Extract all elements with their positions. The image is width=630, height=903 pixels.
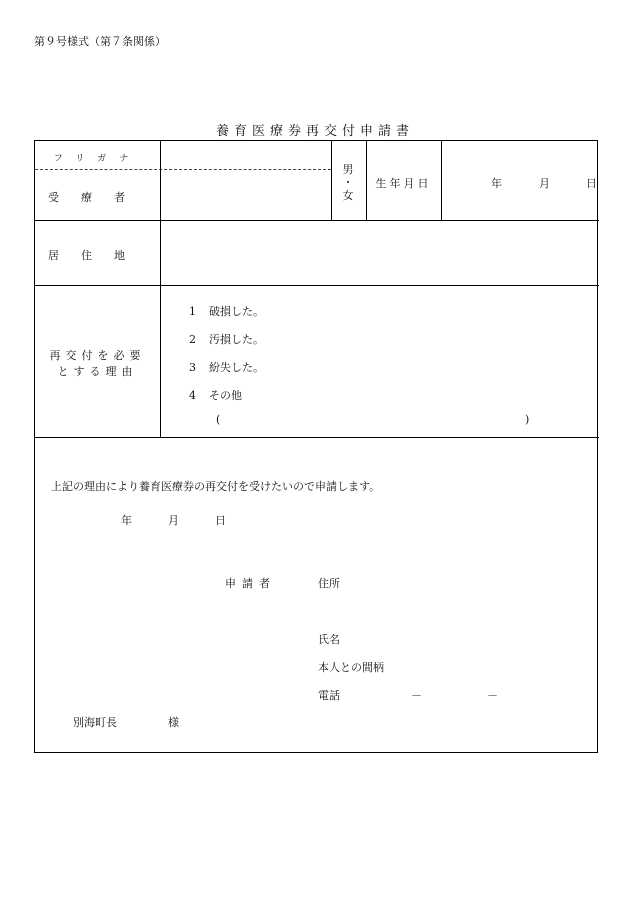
other-reason-field[interactable]	[227, 411, 519, 429]
other-reason-open-paren: (	[216, 413, 221, 426]
relationship-label: 本人との間柄	[318, 661, 384, 674]
row-divider-3	[35, 437, 599, 438]
furigana-field[interactable]	[162, 143, 329, 167]
furigana-label: フリガナ	[53, 154, 142, 164]
applicant-label: 申請者	[225, 577, 276, 590]
form-number-label: 第９号様式（第７条関係）	[34, 35, 166, 48]
row-divider-2	[35, 285, 599, 286]
sex-selector[interactable]	[331, 163, 365, 202]
date-month-unit: 月	[168, 514, 179, 527]
reason-option-text: 汚損した。	[209, 333, 264, 346]
address-field[interactable]	[347, 571, 587, 589]
recipient-label: 受療者	[48, 191, 147, 204]
name-label: 氏名	[318, 633, 340, 646]
row-divider-1	[35, 220, 599, 221]
sex-separator: ・	[342, 176, 354, 189]
reason-option-number: 3	[189, 361, 196, 374]
phone-dash: －	[411, 689, 422, 702]
reason-option[interactable]	[189, 387, 242, 403]
dob-label: 生年月日	[375, 177, 432, 190]
reason-option-text: その他	[209, 389, 242, 402]
application-form	[34, 140, 598, 753]
name-field[interactable]	[347, 627, 587, 645]
other-reason-close-paren: )	[525, 413, 530, 426]
reason-label-line2: とする理由	[57, 365, 138, 378]
label-column-divider	[160, 141, 161, 437]
sex-male[interactable]: 男	[342, 163, 354, 176]
phone-dash: －	[487, 689, 498, 702]
reason-option-number: 1	[189, 305, 196, 318]
reason-option-number: 4	[189, 389, 196, 402]
dob-divider	[441, 141, 442, 220]
phone-label: 電話	[318, 689, 340, 702]
addressee-label: 別海町長	[73, 716, 117, 729]
address-label: 住所	[318, 577, 340, 590]
date-year-unit: 年	[121, 514, 132, 527]
application-statement: 上記の理由により養育医療券の再交付を受けたいので申請します。	[51, 480, 381, 493]
reason-option-text: 破損した。	[209, 305, 264, 318]
document-title: 養育医療券再交付申請書	[215, 124, 414, 139]
reason-option[interactable]	[189, 303, 264, 319]
reason-label-line1: 再交付を必要	[49, 349, 146, 362]
residence-field[interactable]	[162, 222, 597, 283]
dob-month-unit: 月	[539, 177, 550, 190]
reason-option-text: 紛失した。	[209, 361, 264, 374]
furigana-divider	[35, 169, 331, 170]
reason-option[interactable]	[189, 331, 264, 347]
recipient-name-field[interactable]	[162, 171, 329, 218]
dob-year-unit: 年	[491, 177, 502, 190]
honorific-label: 様	[168, 716, 179, 729]
residence-label: 居住地	[48, 249, 147, 262]
sex-female[interactable]: 女	[342, 189, 354, 202]
reason-option[interactable]	[189, 359, 264, 375]
dob-day-unit: 日	[586, 177, 597, 190]
reason-option-number: 2	[189, 333, 196, 346]
date-day-unit: 日	[215, 514, 226, 527]
phone-field[interactable]	[347, 683, 587, 701]
relationship-field[interactable]	[387, 655, 587, 673]
